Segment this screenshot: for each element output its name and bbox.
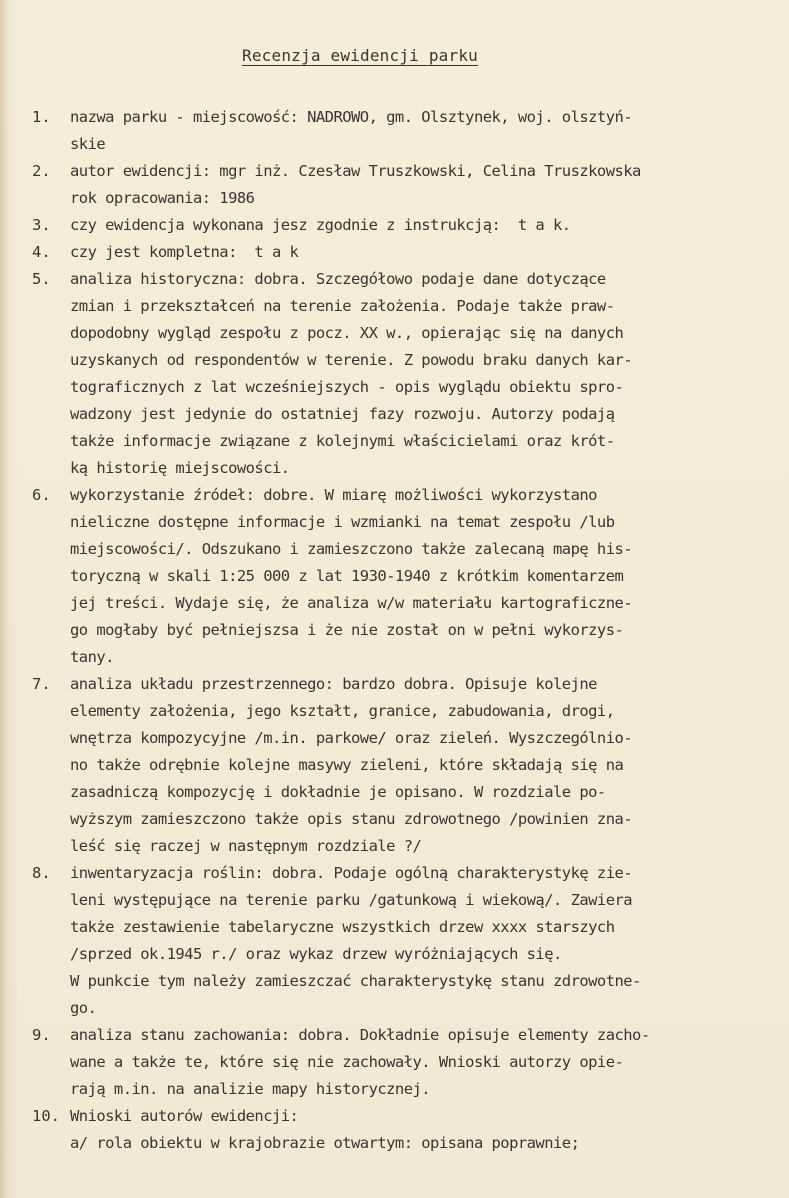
review-list [32, 104, 777, 1157]
item-text-line: także informacje związane z kolejnymi właścicielami oraz krót- [70, 432, 615, 450]
item-text-line: dopodobny wygląd zespołu z pocz. XX w., opierając się na danych [70, 324, 624, 342]
item-text-line: analiza stanu zachowania: dobra. Dokładnie opisuje elementy zacho- [70, 1026, 650, 1044]
item-text-line: /sprzed ok.1945 r./ oraz wykaz drzew wyróżniających się. [70, 945, 562, 963]
item-text-line: go. [70, 999, 97, 1017]
item-text-line: wyższym zamieszczono także opis stanu zdrowotnego /powinien zna- [70, 810, 633, 828]
item-number: 6. [32, 486, 51, 504]
item-text-line: wane a także te, które się nie zachowały. Wnioski autorzy opie- [70, 1053, 624, 1071]
item-text-line: toryczną w skali 1:25 000 z lat 1930-1940 z krótkim komentarzem [70, 567, 624, 585]
item-text-line: wadzony jest jedynie do ostatniej fazy rozwoju. Autorzy podają [70, 405, 615, 423]
paper-edge [0, 0, 8, 1198]
item-text-line: a/ rola obiektu w krajobrazie otwartym: opisana poprawnie; [70, 1134, 580, 1152]
item-number: 10. [32, 1107, 60, 1125]
item-text-line: leni występujące na terenie parku /gatunkową i wiekową/. Zawiera [70, 891, 633, 909]
item-text-line: analiza układu przestrzennego: bardzo dobra. Opisuje kolejne [70, 675, 597, 693]
item-text-line: go mogłaby być pełniejszsa i że nie został on w pełni wykorzys- [70, 621, 624, 639]
item-number: 1. [32, 108, 51, 126]
item-text-line: wykorzystanie źródeł: dobre. W miarę możliwości wykorzystano [70, 486, 597, 504]
item-number: 7. [32, 675, 51, 693]
list-item [32, 860, 777, 1022]
list-item [32, 158, 777, 212]
item-number: 8. [32, 864, 51, 882]
item-text-line: tany. [70, 648, 114, 666]
item-text-line: leść się raczej w następnym rozdziale ?/ [70, 837, 422, 855]
item-text-line: czy ewidencja wykonana jesz zgodnie z instrukcją: t a k. [70, 216, 571, 234]
item-text-line: ką historię miejscowości. [70, 459, 290, 477]
item-number: 4. [32, 243, 51, 261]
list-item [32, 671, 777, 860]
item-text-line: miejscowości/. Odszukano i zamieszczono także zalecaną mapę his- [70, 540, 633, 558]
item-number: 3. [32, 216, 51, 234]
item-text-line: zmian i przekształceń na terenie założenia. Podaje także praw- [70, 297, 615, 315]
item-text-line: elementy założenia, jego kształt, granice, zabudowania, drogi, [70, 702, 615, 720]
item-text-line: analiza historyczna: dobra. Szczegółowo podaje dane dotyczące [70, 270, 606, 288]
item-text-line: autor ewidencji: mgr inż. Czesław Truszkowski, Celina Truszkowska [70, 162, 641, 180]
document-title: Recenzja ewidencji parku [242, 46, 478, 65]
item-text-line: skie [70, 135, 106, 153]
list-item [32, 266, 777, 482]
item-text-line: rają m.in. na analizie mapy historycznej. [70, 1080, 431, 1098]
item-text-line: czy jest kompletna: t a k [70, 243, 299, 261]
item-number: 9. [32, 1026, 51, 1044]
item-text-line: nieliczne dostępne informacje i wzmianki na temat zespołu /lub [70, 513, 615, 531]
list-item [32, 482, 777, 671]
list-item [32, 1022, 777, 1103]
item-text-line: inwentaryzacja roślin: dobra. Podaje ogólną charakterystykę zie- [70, 864, 633, 882]
list-item [32, 239, 777, 266]
item-text-line: W punkcie tym należy zamieszczać charakterystykę stanu zdrowotne- [70, 972, 641, 990]
item-text-line: zasadniczą kompozycję i dokładnie je opisano. W rozdziale po- [70, 783, 606, 801]
item-number: 2. [32, 162, 51, 180]
list-item [32, 212, 777, 239]
item-text-line: jej treści. Wydaje się, że analiza w/w materiału kartograficzne- [70, 594, 633, 612]
list-item [32, 104, 777, 158]
item-text-line: no także odrębnie kolejne masywy zieleni, które składają się na [70, 756, 624, 774]
item-text-line: tograficznych z lat wcześniejszych - opis wyglądu obiektu spro- [70, 378, 624, 396]
item-text-line: rok opracowania: 1986 [70, 189, 255, 207]
list-item [32, 1103, 777, 1157]
item-text-line: wnętrza kompozycyjne /m.in. parkowe/ oraz zieleń. Wyszczególnio- [70, 729, 633, 747]
item-text-line: nazwa parku - miejscowość: NADROWO, gm. Olsztynek, woj. olsztyń- [70, 108, 633, 126]
item-text-line: uzyskanych od respondentów w terenie. Z powodu braku danych kar- [70, 351, 633, 369]
item-text-line: także zestawienie tabelaryczne wszystkich drzew xxxx starszych [70, 918, 615, 936]
item-text-line: Wnioski autorów ewidencji: [70, 1107, 299, 1125]
item-number: 5. [32, 270, 51, 288]
